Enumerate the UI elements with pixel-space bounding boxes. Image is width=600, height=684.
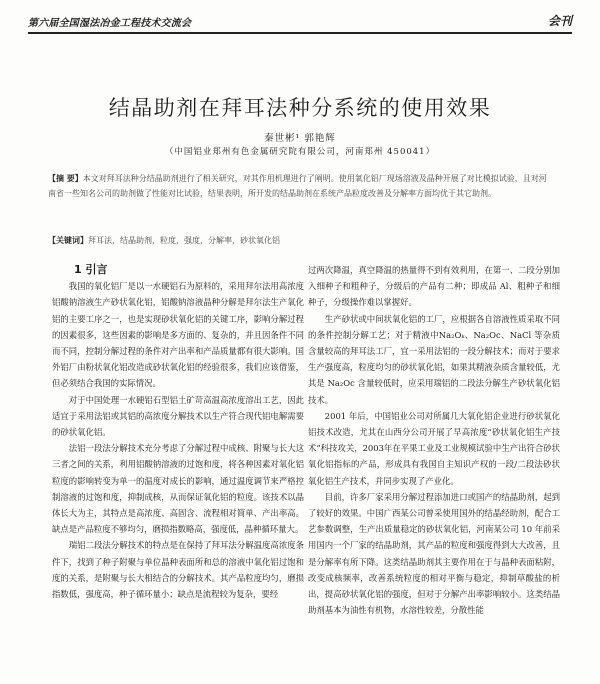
body-paragraph: 目前，许多厂家采用分解过程添加进口或国产的结晶助剂，起到了较好的效果。中国广西某公司曾采使用国外的结晶经助剂，配合工艺参数调整，生产出质量稳定的砂状氧化铝，河南某公司 10 年前采用国内一个厂家的结晶助剂，其产品的粒度和强度得到大大改善，且是分解率有所下降。这类结晶助剂其主要作用在于与晶种表面粘附，改变成核频率，改善系统粒度的相对平衡与稳定，抑制草酸盐的析出，提高砂状氧化铝的强度，但对于分解产出率影响较小。这类结晶助剂基本为油性有机物，水溶性较差，分散性能 — [308, 491, 560, 616]
body-paragraph: 对于中国处理一水硬铝石型铝土矿苛高温高浓度溶出工艺，因此适宜于采用法铝或其铝的高浓度分解技术以生产符合现代铝电解需要的砂状氧化铝。 — [52, 394, 304, 438]
abstract-text: 本文对拜耳法种分结晶助剂进行了相关研究，对其作用机理进行了阐明。使用氧化铝厂现场溶液及晶种开展了对比模拟试验，且对河南省一些知名公司的助剂做了性能对比试验，结果表明，所开发的结晶助剂在系统产品粒度改善及分解率方面均优于其它助剂。 — [48, 174, 547, 198]
body-paragraph: 法铝一段法分解技术充分考虑了分解过程中成核、附聚与长大这三者之间的关系，利用铝酸钠溶液的过饱和度，将各种因素对氧化铝粒度的影响转变为单一的温度对成长的影响，通过温度调节来严格控制溶液的过饱和度，抑制成核，从而保证氧化铝的粒度。该技术以晶体长大为主，其特点是高浓度、高固含、流程相对简单、产出率高。缺点是产品粒度不够均匀，磨损指数略高，强度低，晶种循环量大。 — [52, 443, 304, 535]
abstract-label: 【摘 要】 — [48, 173, 83, 183]
body-paragraph: 我国的氧化铝厂是以一水硬铝石为原料的，采用拜尔法用高浓度铝酸钠溶液生产砂状氧化铝，铝酸钠溶液晶种分解是拜尔法生产氧化铝的主要工序之一，也是实现砂状氧化铝的关键工序，影响分解过程的因素很多，这些因素的影响是多方面的、复杂的，并且因条件不同而不同，控制分解过程的条件对产出率和产品质量都有很大影响。国外铝厂由粉状氧化铝改造成砂状氧化铝的经验很多，我们应该借鉴，但必须结合我国的实际情况。 — [52, 281, 304, 389]
keywords-text: 拜耳法，结晶助剂，粒度，强度，分解率，砂状氧化铝 — [88, 236, 280, 245]
section-heading-introduction: 1 引言 — [74, 263, 108, 276]
body-paragraph: 2001 年后，中国铝业公司对所属几大氧化铝企业进行砂状氧化铝技术改造，尤其在山西分公司开展了早高浓度“砂状氧化铝生产技术”科技攻关，2003年在平果工业及工业规模试验中生产出符合砂状氧化铝指标的产品，形成具有我国自主知识产权的一段/二段法砂状氧化铝生产技术，并同步实现了产业化。 — [308, 410, 560, 486]
left-column — [52, 262, 304, 602]
body-paragraph: 过两次降温，真空降温的热量得不到有效利用，在第一、二段分别加入细种子和粗种子，分级后的产品有二种；即成品 Al、粗种子和细种子，分级操作难以掌握好。 — [308, 265, 560, 308]
affiliation: （中国铝业郑州有色金属研究院有限公司，河南郑州 450041） — [164, 147, 436, 157]
authors: 秦世彬¹ 郭艳辉 — [264, 133, 336, 144]
proceedings-label: 会刊 — [547, 14, 572, 28]
keywords — [48, 235, 552, 246]
paper-title: 结晶助剂在拜耳法种分系统的使用效果 — [108, 96, 492, 120]
keywords-label: 【关键词】 — [48, 235, 88, 245]
conference-name: 第六届全国湿法冶金工程技术交流会 — [28, 18, 192, 29]
running-header — [28, 12, 572, 34]
right-column — [308, 262, 560, 618]
body-paragraph: 生产砂状或中间状氧化铝的工厂，应根据各自溶液性质采取不同的条件控制分解工艺；对于精液中Na₂Oₖ、Na₂Oc、NaCl 等杂质含量较高的拜耳法工厂，宜一采用法铝的一段分解技术；而对于要求生产强度高，粒度均匀的砂状氧化铝，如果其精液杂质含量较低，尤其是 Na₂Oc 含量较低时，应采用瑞铝的二段法分解生产砂状氧化铝技术。 — [308, 313, 560, 405]
abstract — [48, 171, 552, 201]
body-paragraph: 瑞铝二段法分解技术的特点是在保持了拜耳法分解温度高浓度条件下，找到了种子附聚与单位晶种表面所和总的溶液中氧化铝过饱和度的关系，是附聚与长大相结合的分解技术。其产品粒度均匀，磨损指数低，强度高，种子循环量小；缺点是流程较为复杂，要经 — [52, 540, 304, 600]
